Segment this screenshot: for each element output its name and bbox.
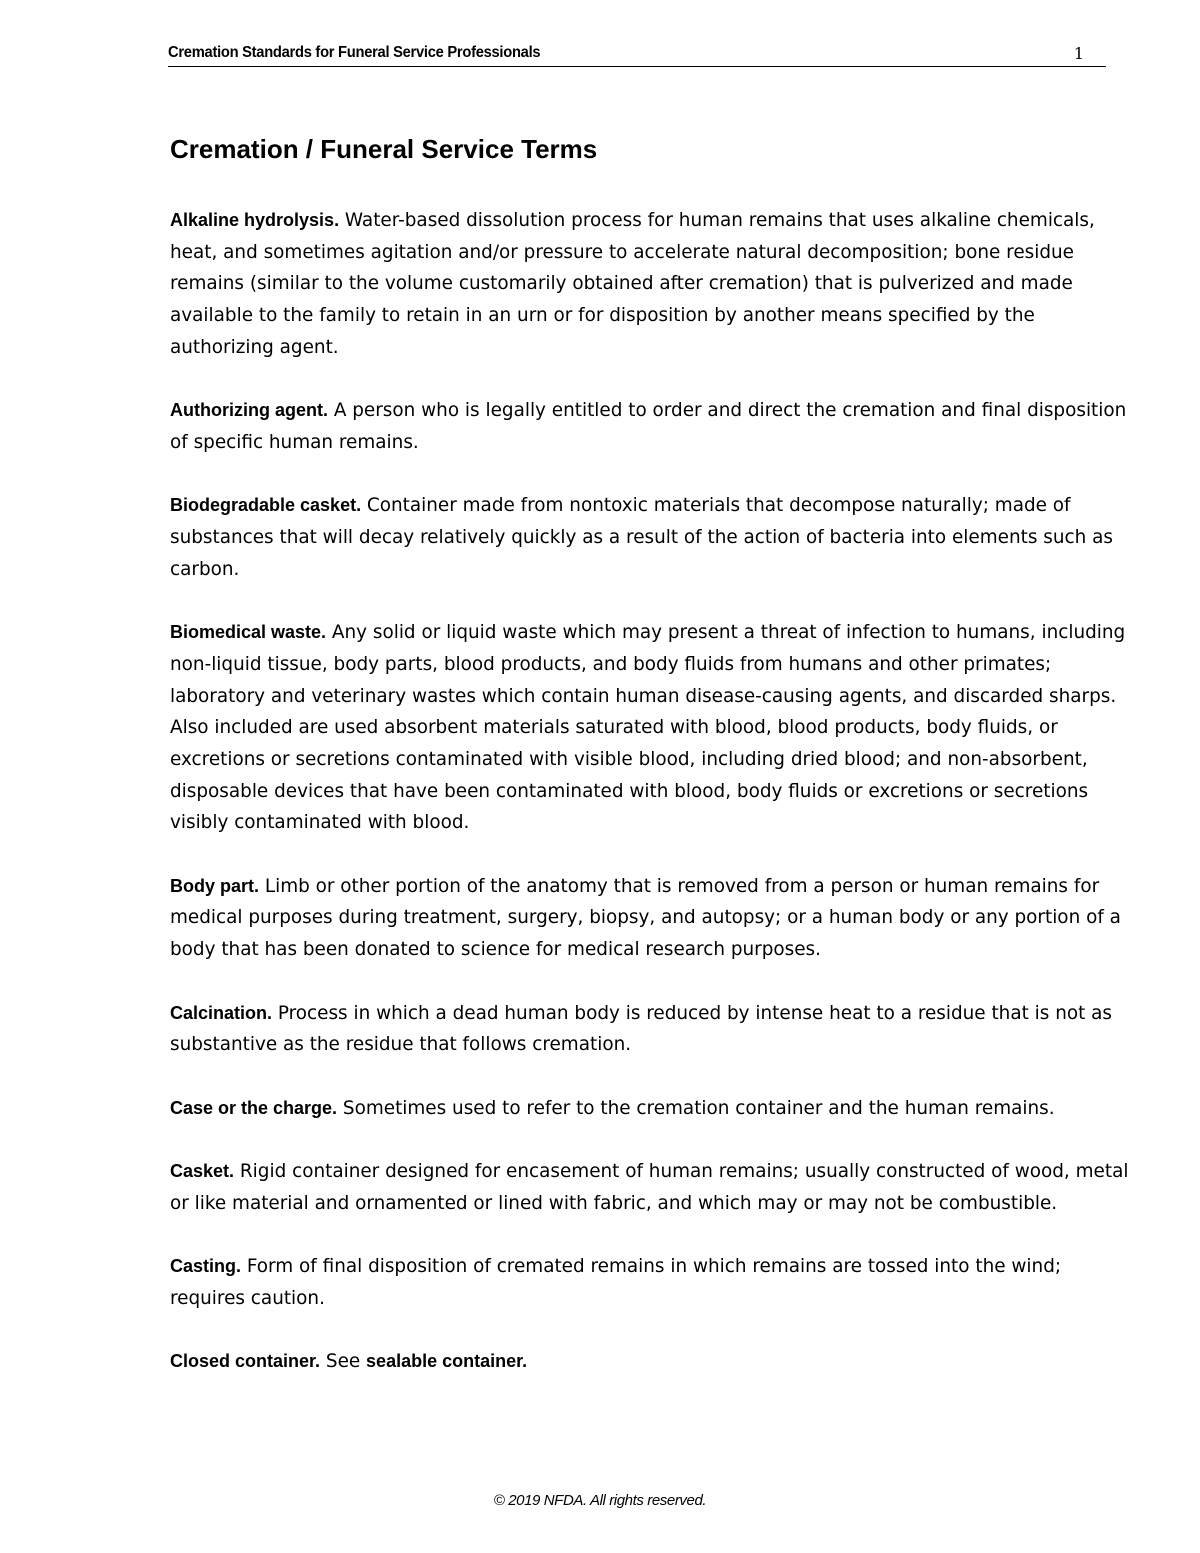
definition: Rigid container designed for encasement of human remains; usually constructed of wood, metal or like material and ornamented or lined with fabric, and which may or may not be combustible.: [170, 1160, 1129, 1214]
term: Casting.: [170, 1256, 242, 1277]
glossary-entry-body-part: [170, 871, 1130, 966]
term: Case or the charge.: [170, 1097, 338, 1118]
glossary-entry-biomedical-waste: [170, 617, 1130, 839]
definition: A person who is legally entitled to order and direct the cremation and final disposition of specific human remains.: [170, 400, 1127, 453]
definition: Process in which a dead human body is reduced by intense heat to a residue that is not as substantive as the residue that follows cremation.: [170, 1002, 1113, 1056]
term: Biomedical waste.: [170, 622, 327, 643]
definition: Any solid or liquid waste which may present a threat of infection to humans, including non-liquid tissue, body parts, blood products, and body fluids from humans and other primates; laboratory and veterinary wastes which contain human disease-causing agents, and discarded sharps. Also included are used absorbent materials saturated with blood, blood products, body fluids, or excretions or secretions contaminated with visible blood, including dried blood; and non-absorbent, disposable devices that have been contaminated with blood, body fluids or excretions or secretions visibly contaminated with blood.: [170, 622, 1126, 834]
definition: Container made from nontoxic materials that decompose naturally; made of substances that will decay relatively quickly as a result of the action of bacteria into elements such as carbon.: [170, 495, 1113, 580]
definition: Sometimes used to refer to the cremation container and the human remains.: [337, 1097, 1055, 1119]
term: Authorizing agent.: [170, 400, 328, 421]
glossary-entry-casket: [170, 1156, 1130, 1219]
glossary-entry-biodegradable-casket: [170, 490, 1130, 585]
glossary-entry-closed-container: [170, 1346, 1130, 1378]
page-number: 1: [1073, 44, 1084, 63]
header-title: Cremation Standards for Funeral Service Professionals: [168, 44, 541, 61]
glossary: [170, 205, 1130, 1410]
page-header: [168, 44, 1106, 67]
term: Calcination.: [170, 1002, 273, 1023]
term: Body part.: [170, 875, 260, 896]
glossary-entry-alkaline-hydrolysis: [170, 205, 1130, 364]
cross-reference: sealable container.: [366, 1351, 528, 1372]
glossary-entry-case-or-the-charge: [170, 1093, 1130, 1125]
definition: Form of final disposition of cremated remains in which remains are tossed into the wind; requires caution.: [170, 1256, 1062, 1309]
term: Closed container.: [170, 1351, 321, 1372]
term: Alkaline hydrolysis.: [170, 210, 340, 230]
glossary-entry-authorizing-agent: [170, 395, 1130, 458]
page-title: Cremation / Funeral Service Terms: [170, 134, 598, 164]
page-footer: © 2019 NFDA. All rights reserved.: [493, 1492, 707, 1509]
definition: See: [320, 1351, 367, 1373]
definition: Water-based dissolution process for human remains that uses alkaline chemicals, heat, and sometimes agitation and/or pressure to accelerate natural decomposition; bone residue remains (similar to the volume customarily obtained after cremation) that is pulverized and made available to the family to retain in an urn or for disposition by another means specified by the authorizing agent.: [170, 210, 1095, 358]
glossary-entry-casting: [170, 1251, 1130, 1314]
glossary-entry-calcination: [170, 998, 1130, 1061]
term: Casket.: [170, 1160, 235, 1181]
term: Biodegradable casket.: [170, 495, 362, 516]
definition: Limb or other portion of the anatomy that is removed from a person or human remains for medical purposes during treatment, surgery, biopsy, and autopsy; or a human body or any portion of a body that has been donated to science for medical research purposes.: [170, 875, 1121, 961]
